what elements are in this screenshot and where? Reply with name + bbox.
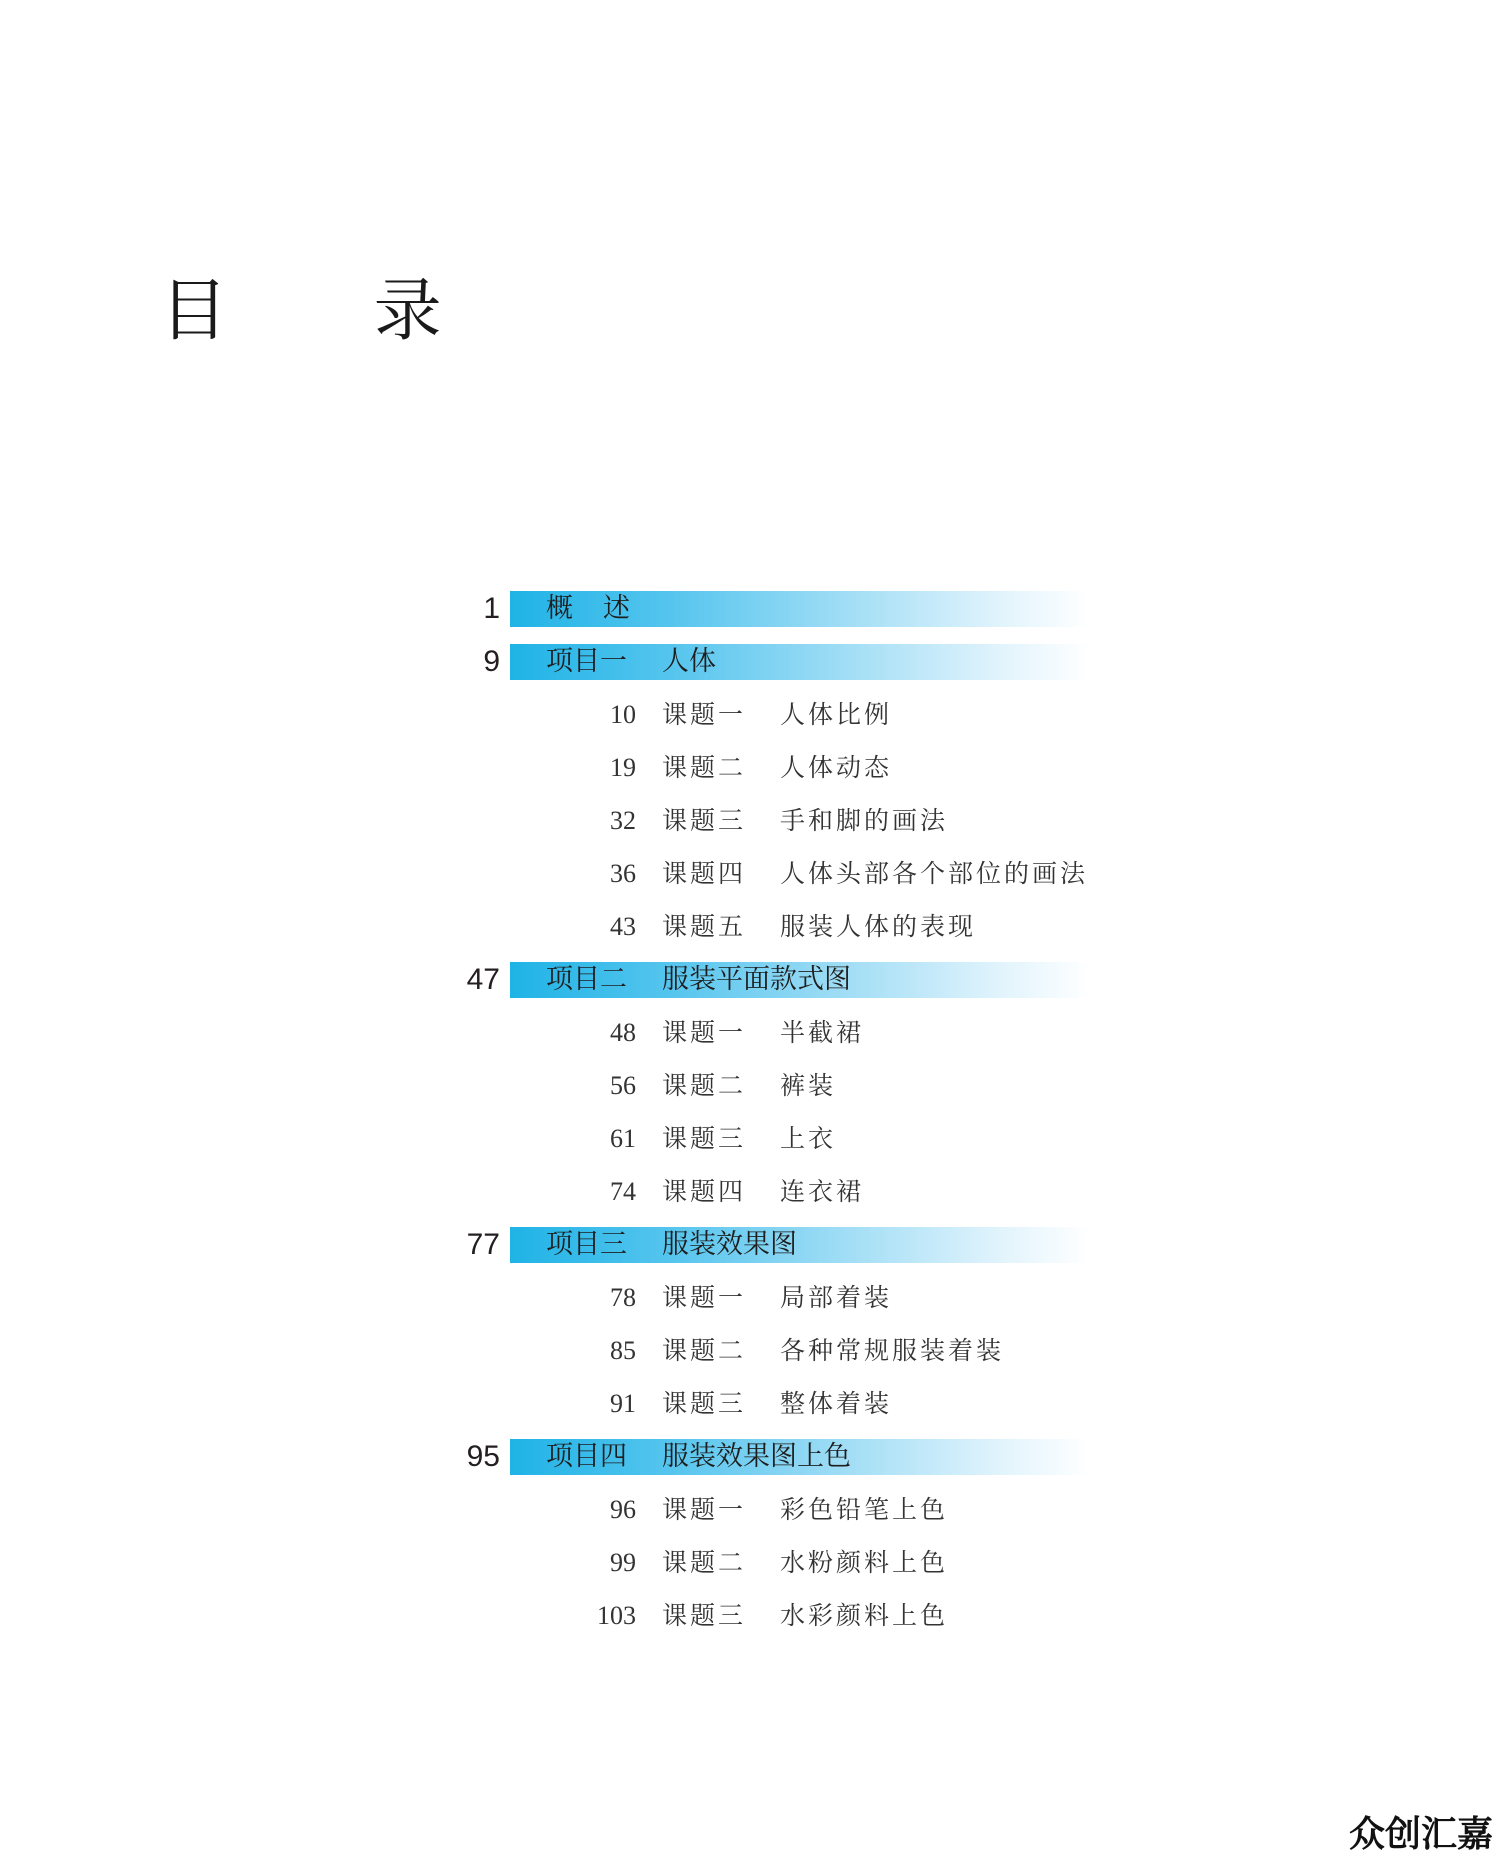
toc-lesson-row[interactable] bbox=[0, 697, 1504, 733]
toc-page-number: 74 bbox=[610, 1177, 636, 1206]
toc-entry-title: 人体 bbox=[662, 646, 716, 677]
toc-entry-title: 服装效果图 bbox=[662, 1229, 797, 1260]
toc-lesson-row[interactable] bbox=[0, 803, 1504, 839]
toc-entry-title: 水彩颜料上色 bbox=[780, 1601, 949, 1630]
toc-lesson-row[interactable] bbox=[0, 1386, 1504, 1422]
toc-entry-label: 课题二 bbox=[662, 1548, 747, 1577]
toc-entry-title: 上衣 bbox=[780, 1124, 837, 1153]
toc-entry-label: 课题一 bbox=[662, 700, 747, 729]
toc-entry-title: 服装平面款式图 bbox=[662, 964, 851, 995]
toc-entry-title: 裤装 bbox=[780, 1071, 837, 1100]
toc-entry-title: 水粉颜料上色 bbox=[780, 1548, 949, 1577]
toc-entry-label: 课题五 bbox=[662, 912, 747, 941]
toc-lesson-row[interactable] bbox=[0, 1598, 1504, 1634]
toc-lesson-row[interactable] bbox=[0, 1333, 1504, 1369]
toc-entry-label: 课题三 bbox=[662, 1389, 747, 1418]
toc-entry-label: 课题二 bbox=[662, 1071, 747, 1100]
toc-entry-label: 课题一 bbox=[662, 1283, 747, 1312]
toc-entry-title: 连衣裙 bbox=[780, 1177, 865, 1206]
toc-page-number: 9 bbox=[483, 645, 500, 678]
toc-page-number: 85 bbox=[610, 1336, 636, 1365]
toc-entry-label: 课题一 bbox=[662, 1018, 747, 1047]
toc-page-number: 10 bbox=[610, 700, 636, 729]
toc-entry-title: 局部着装 bbox=[780, 1283, 893, 1312]
toc-lesson-row[interactable] bbox=[0, 1068, 1504, 1104]
watermark: 众创汇嘉 bbox=[1349, 1814, 1494, 1855]
toc-entry-title: 彩色铅笔上色 bbox=[780, 1495, 949, 1524]
toc-lesson-row[interactable] bbox=[0, 1121, 1504, 1157]
toc-project-row[interactable] bbox=[0, 644, 1504, 680]
toc-entry-title: 服装效果图上色 bbox=[662, 1441, 851, 1472]
toc-project-row[interactable] bbox=[0, 1227, 1504, 1263]
toc-entry-label: 项目四 bbox=[546, 1441, 627, 1472]
toc-entry-label: 课题二 bbox=[662, 753, 747, 782]
toc-page-number: 1 bbox=[483, 592, 500, 625]
toc-entry-title: 人体比例 bbox=[780, 700, 893, 729]
toc-page-number: 43 bbox=[610, 912, 636, 941]
toc-page-number: 95 bbox=[466, 1440, 500, 1473]
toc-project-row[interactable] bbox=[0, 962, 1504, 998]
toc-lesson-row[interactable] bbox=[0, 1492, 1504, 1528]
toc-page-number: 61 bbox=[610, 1124, 636, 1153]
toc-entry-title: 人体动态 bbox=[780, 753, 893, 782]
toc-project-row[interactable] bbox=[0, 591, 1504, 627]
toc-page-number: 103 bbox=[597, 1601, 636, 1630]
toc-page-number: 77 bbox=[466, 1228, 500, 1261]
toc-entry-label: 课题四 bbox=[662, 1177, 747, 1206]
toc-page-number: 99 bbox=[610, 1548, 636, 1577]
toc-entry-label: 课题二 bbox=[662, 1336, 747, 1365]
toc-page-number: 47 bbox=[466, 963, 500, 996]
toc-lesson-row[interactable] bbox=[0, 909, 1504, 945]
toc-lesson-row[interactable] bbox=[0, 856, 1504, 892]
toc-entry-label: 课题三 bbox=[662, 806, 747, 835]
toc-entry-label: 课题一 bbox=[662, 1495, 747, 1524]
toc-lesson-row[interactable] bbox=[0, 750, 1504, 786]
toc-entry-title: 概述 bbox=[546, 593, 660, 624]
toc-entry-label: 课题三 bbox=[662, 1601, 747, 1630]
toc-lesson-row[interactable] bbox=[0, 1015, 1504, 1051]
toc-page-number: 36 bbox=[610, 859, 636, 888]
toc-entry-label: 项目二 bbox=[546, 964, 627, 995]
toc-entry-title: 整体着装 bbox=[780, 1389, 893, 1418]
toc-entry-title: 半截裙 bbox=[780, 1018, 865, 1047]
toc-entry-title: 服装人体的表现 bbox=[780, 912, 977, 941]
toc-page-number: 78 bbox=[610, 1283, 636, 1312]
toc-page-number: 96 bbox=[610, 1495, 636, 1524]
toc-page-number: 32 bbox=[610, 806, 636, 835]
toc-entry-title: 手和脚的画法 bbox=[780, 806, 949, 835]
toc-entry-label: 课题四 bbox=[662, 859, 747, 888]
toc-page-number: 48 bbox=[610, 1018, 636, 1047]
toc-project-row[interactable] bbox=[0, 1439, 1504, 1475]
toc-entry-label: 项目三 bbox=[546, 1229, 627, 1260]
toc-entry-label: 课题三 bbox=[662, 1124, 747, 1153]
toc-page-number: 19 bbox=[610, 753, 636, 782]
toc-lesson-row[interactable] bbox=[0, 1545, 1504, 1581]
toc-entry-label: 项目一 bbox=[546, 646, 627, 677]
toc-entry-title: 各种常规服装着装 bbox=[780, 1336, 1005, 1365]
toc-page-number: 56 bbox=[610, 1071, 636, 1100]
toc-lesson-row[interactable] bbox=[0, 1174, 1504, 1210]
toc-lesson-row[interactable] bbox=[0, 1280, 1504, 1316]
page-title: 目 录 bbox=[160, 272, 504, 351]
toc-page-number: 91 bbox=[610, 1389, 636, 1418]
toc-entry-title: 人体头部各个部位的画法 bbox=[780, 859, 1089, 888]
